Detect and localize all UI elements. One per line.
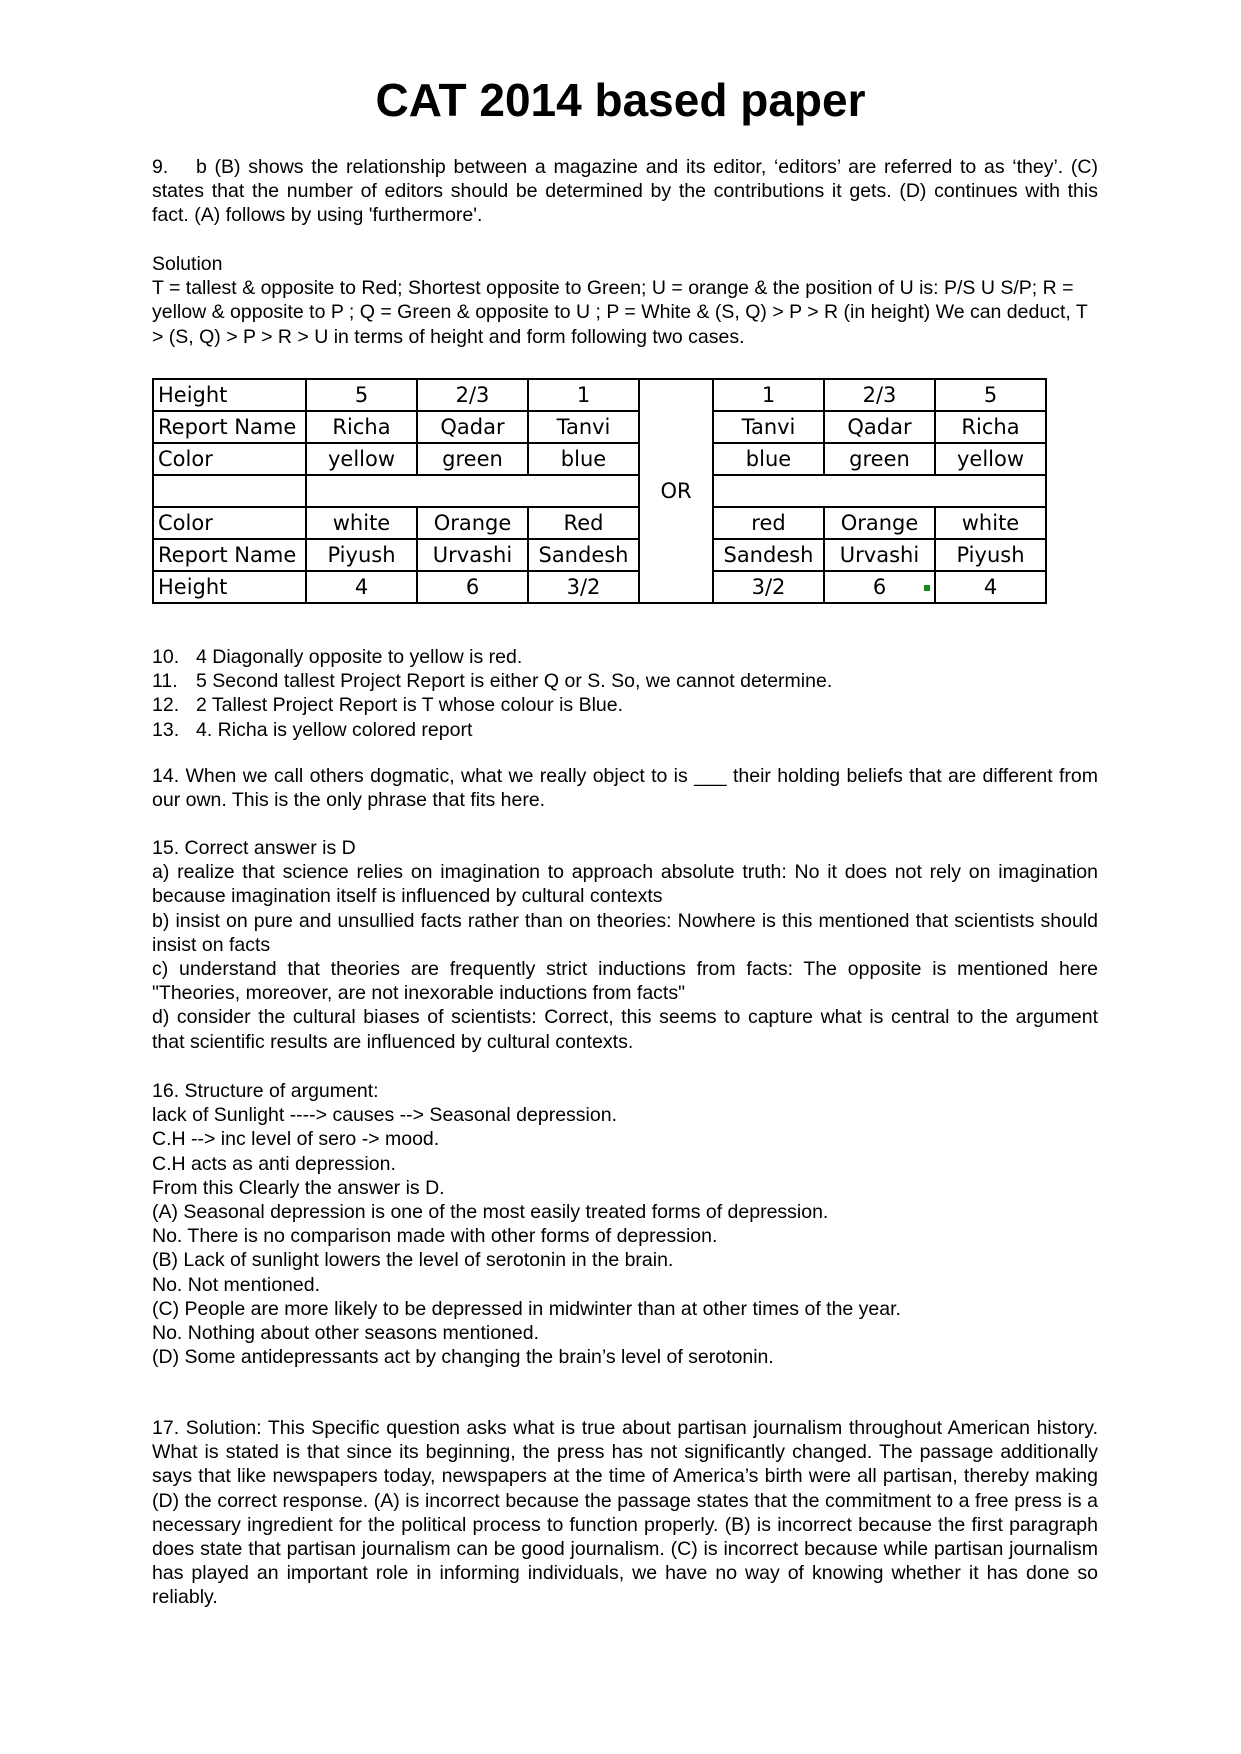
item-number: 12.	[152, 694, 180, 717]
table-cell: 3/2	[528, 571, 639, 603]
row-label: Color	[153, 507, 306, 539]
table-cell: 3/2	[713, 571, 824, 603]
row-label: Color	[153, 443, 306, 475]
line: No. Nothing about other seasons mentioned.	[152, 1322, 540, 1345]
option-text: a) realize that science relies on imagination to approach absolute truth: No it does not rely on imagination because imagination itself is influenced by cultural contexts	[152, 861, 1098, 908]
table-cell: Sandesh	[528, 539, 639, 571]
table-row	[153, 539, 1046, 571]
table-cell: Piyush	[306, 539, 417, 571]
table-cell: 5	[935, 379, 1046, 411]
table-row	[153, 571, 1046, 603]
answer-9-number: 9.	[152, 156, 169, 178]
table-cell: red	[713, 507, 824, 539]
table-row	[153, 443, 1046, 475]
line: (D) Some antidepressants act by changing the brain’s level of serotonin.	[152, 1346, 774, 1369]
empty-cell	[713, 475, 1046, 507]
table-cell: green	[824, 443, 935, 475]
table-cell: Tanvi	[528, 411, 639, 443]
item-text: 4. Richa is yellow colored report	[196, 718, 473, 741]
option-text: b) insist on pure and unsullied facts rather than on theories: Nowhere is this mentioned that scientists should insist on facts	[152, 909, 1098, 956]
row-label: Report Name	[153, 411, 306, 443]
table-cell: 2/3	[824, 379, 935, 411]
line: 16. Structure of argument:	[152, 1080, 379, 1102]
table-cell: Tanvi	[713, 411, 824, 443]
answer-16	[152, 1079, 1098, 1369]
table-cell: white	[306, 507, 417, 539]
line: From this Clearly the answer is D.	[152, 1176, 445, 1199]
table-cell: green	[417, 443, 528, 475]
option-text: d) consider the cultural biases of scientists: Correct, this seems to capture what is central to the argument that scientific results are influenced by cultural contexts.	[152, 1006, 1098, 1053]
table-cell: yellow	[935, 443, 1046, 475]
answer-17	[152, 1416, 1098, 1610]
or-separator: OR	[639, 379, 713, 603]
table-cell: Qadar	[417, 411, 528, 443]
answer-14	[152, 764, 1098, 812]
table-cell: 5	[306, 379, 417, 411]
table-cell: 6	[824, 571, 935, 603]
item-number: 13.	[152, 718, 180, 741]
arrangement-table	[152, 378, 1047, 604]
cell-comment-marker	[924, 585, 930, 591]
line: (B) Lack of sunlight lowers the level of serotonin in the brain.	[152, 1249, 674, 1272]
list-item	[152, 645, 1098, 669]
line: C.H --> inc level of sero -> mood.	[152, 1128, 440, 1151]
solution-text: T = tallest & opposite to Red; Shortest opposite to Green; U = orange & the position of U is: P/S U S/P; R = yellow & opposite to P ; Q = Green & opposite to U ; P = White & (S, Q) > P > R (in height) We can deduct, T > (S, Q) > P > R > U in terms of height and form following two cases.	[152, 277, 1088, 348]
empty-cell	[306, 475, 639, 507]
table-cell: 1	[713, 379, 824, 411]
list-item	[152, 669, 1098, 693]
item-text: 2 Tallest Project Report is T whose colour is Blue.	[196, 694, 624, 717]
line: (A) Seasonal depression is one of the most easily treated forms of depression.	[152, 1201, 829, 1224]
table-cell: 2/3	[417, 379, 528, 411]
table-cell: blue	[528, 443, 639, 475]
line: lack of Sunlight ----> causes --> Seasonal depression.	[152, 1104, 617, 1127]
row-label: Report Name	[153, 539, 306, 571]
solution-heading: Solution	[152, 253, 223, 275]
answer-15-heading: 15. Correct answer is D	[152, 837, 356, 859]
list-item	[152, 693, 1098, 717]
item-number: 10.	[152, 646, 180, 668]
table-cell: white	[935, 507, 1046, 539]
table-row	[153, 411, 1046, 443]
line: No. There is no comparison made with other forms of depression.	[152, 1225, 718, 1248]
answers-list	[152, 645, 1098, 742]
answer-9-text: b (B) shows the relationship between a magazine and its editor, ‘editors’ are referred to as ‘they’. (C) states that the number of editors should be determined by the contributions it gets. (D) continues with this fact. (A) follows by using 'furthermore'.	[152, 156, 1098, 227]
table-cell: 4	[935, 571, 1046, 603]
table-cell: yellow	[306, 443, 417, 475]
empty-cell	[153, 475, 306, 507]
answer-15	[152, 836, 1098, 1054]
table-row-empty	[153, 475, 1046, 507]
table-row	[153, 379, 1046, 411]
row-label: Height	[153, 379, 306, 411]
table-cell: Richa	[306, 411, 417, 443]
item-number: 11.	[152, 670, 178, 693]
line: No. Not mentioned.	[152, 1273, 321, 1296]
table-cell: Orange	[417, 507, 528, 539]
item-text: 5 Second tallest Project Report is either Q or S. So, we cannot determine.	[196, 670, 833, 693]
table-cell: blue	[713, 443, 824, 475]
line: C.H acts as anti depression.	[152, 1152, 396, 1175]
option-text: c) understand that theories are frequently strict inductions from facts: The opposite is mentioned here "Theories, moreover, are not inexorable inductions from facts"	[152, 958, 1098, 1005]
table-cell: 1	[528, 379, 639, 411]
table-cell: 6	[417, 571, 528, 603]
table-cell: Red	[528, 507, 639, 539]
table-row	[153, 507, 1046, 539]
table-cell: Piyush	[935, 539, 1046, 571]
table-cell: Urvashi	[824, 539, 935, 571]
table-cell: Sandesh	[713, 539, 824, 571]
solution-block	[152, 252, 1098, 349]
table-cell: 4	[306, 571, 417, 603]
row-label: Height	[153, 571, 306, 603]
line: (C) People are more likely to be depressed in midwinter than at other times of the year.	[152, 1297, 901, 1320]
answer-17-text: 17. Solution: This Specific question asks what is true about partisan journalism throughout American history. What is stated is that since its beginning, the press has not significantly changed. The passage additionally says that like newspapers today, newspapers at the time of America’s birth were all partisan, thereby making (D) the correct response. (A) is incorrect because the passage states that the commitment to a free press is a necessary ingredient for the political process to function properly. (B) is incorrect because the first paragraph does state that partisan journalism can be good journalism. (C) is incorrect because while partisan journalism has played an important role in informing individuals, we have no way of knowing whether it has done so reliably.	[152, 1417, 1098, 1609]
answer-14-text: 14. When we call others dogmatic, what we really object to is ___ their holding beliefs that are different from our own. This is the only phrase that fits here.	[152, 765, 1098, 812]
table-cell: Richa	[935, 411, 1046, 443]
answer-9	[152, 155, 1098, 228]
item-text: 4 Diagonally opposite to yellow is red.	[196, 646, 523, 668]
table-cell: Qadar	[824, 411, 935, 443]
list-item	[152, 718, 1098, 742]
table-cell: Urvashi	[417, 539, 528, 571]
page-title: CAT 2014 based paper	[375, 74, 866, 126]
table-cell: Orange	[824, 507, 935, 539]
